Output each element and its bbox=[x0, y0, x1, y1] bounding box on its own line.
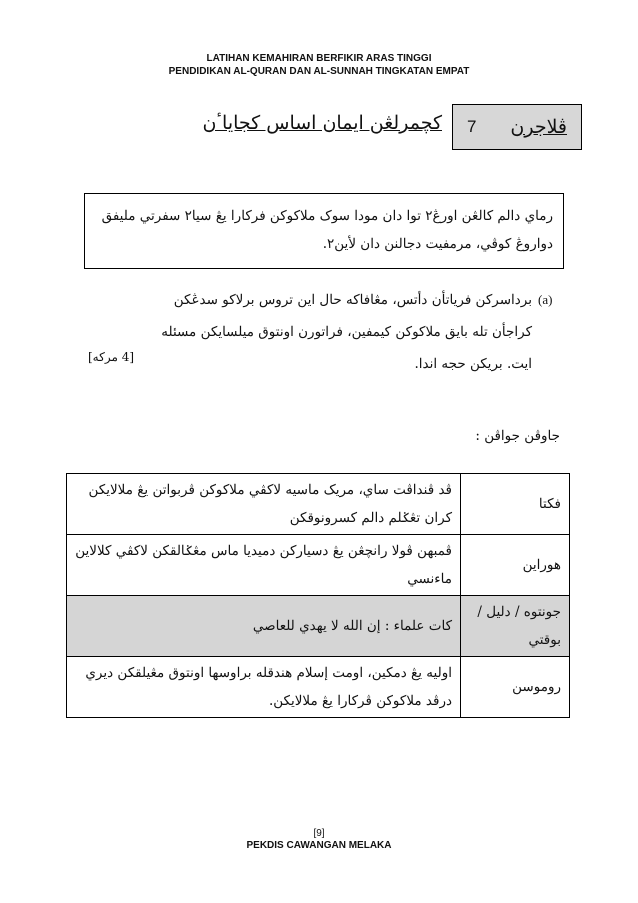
page-header bbox=[0, 52, 638, 78]
intro-box: رماي دالم کالڠن اورڠ٢ توا دان مودا سوک ملاکوکن فرکارا يڠ سيا٢ سفرتي مليفق دواروڠ کوڤي، مرمفيت دجالنن دان لأين٢. bbox=[84, 193, 564, 269]
header-line-2: PENDIDIKAN AL-QURAN DAN AL-SUNNAH TINGKATAN EMPAT bbox=[168, 66, 470, 77]
table-row bbox=[67, 535, 570, 596]
marks-label: [4 مرکه] bbox=[88, 350, 135, 364]
lesson-label: ڤلاجرن bbox=[510, 116, 567, 138]
table-value-cell: اوليه يڠ دمکين، اومت إسلام هندقله براوسها اونتوق مڠيلقکن ديري درڤد ملاکوکن ڤرکارا يڠ ملالايکن. bbox=[67, 657, 461, 718]
table-row bbox=[67, 657, 570, 718]
table-key-cell: هوراين bbox=[461, 535, 570, 596]
table-key-cell: فکتا bbox=[461, 474, 570, 535]
table-key-cell: روموسن bbox=[461, 657, 570, 718]
lesson-title: کچمرلڠن ايمان اساس کجاياٴن bbox=[202, 112, 442, 134]
footer-org: PEKDIS CAWANGAN MELAKA bbox=[246, 840, 392, 851]
question-label: (a) bbox=[538, 292, 553, 307]
lesson-number: 7 bbox=[467, 117, 477, 136]
lesson-title-row bbox=[150, 104, 582, 152]
table-value-cell: ڤد ڤنداڤت ساي، مريک ماسيه لاکڤي ملاکوکن ڤربواتن يڠ ملالايکن کران تڠݢلم دالم کسرونوقکن bbox=[67, 474, 461, 535]
table-row bbox=[67, 596, 570, 657]
lesson-label-box bbox=[452, 104, 582, 150]
table-row bbox=[67, 474, 570, 535]
header-line-1: LATIHAN KEMAHIRAN BERFIKIR ARAS TINGGI bbox=[206, 53, 432, 64]
page-footer bbox=[0, 828, 638, 852]
table-value-cell: کات علماء : إن الله لا يهدي للعاصي bbox=[67, 596, 461, 657]
question-text: برداسرکن فرياتأن دأتس، مڠافاکه حال اين تروس برلاکو سدڠکن کراجأن تله بايق ملاکوکن کيمفين، فراتورن اونتوق ميلسايکن مسئله ايت. بريکن حجه اندا. bbox=[161, 292, 532, 372]
table-value-cell: ڤمبهن ڤولا رانچڠن يڠ دسيارکن دميديا ماس مڠݢالقکن لاکڤي کلالاين ماءنسي bbox=[67, 535, 461, 596]
answer-table bbox=[66, 473, 570, 718]
answer-heading: جاوڤن جواڤن : bbox=[475, 428, 560, 444]
page-number: [9] bbox=[313, 828, 325, 839]
table-key-cell: جونتوه / دليل / بوقتي bbox=[461, 596, 570, 657]
